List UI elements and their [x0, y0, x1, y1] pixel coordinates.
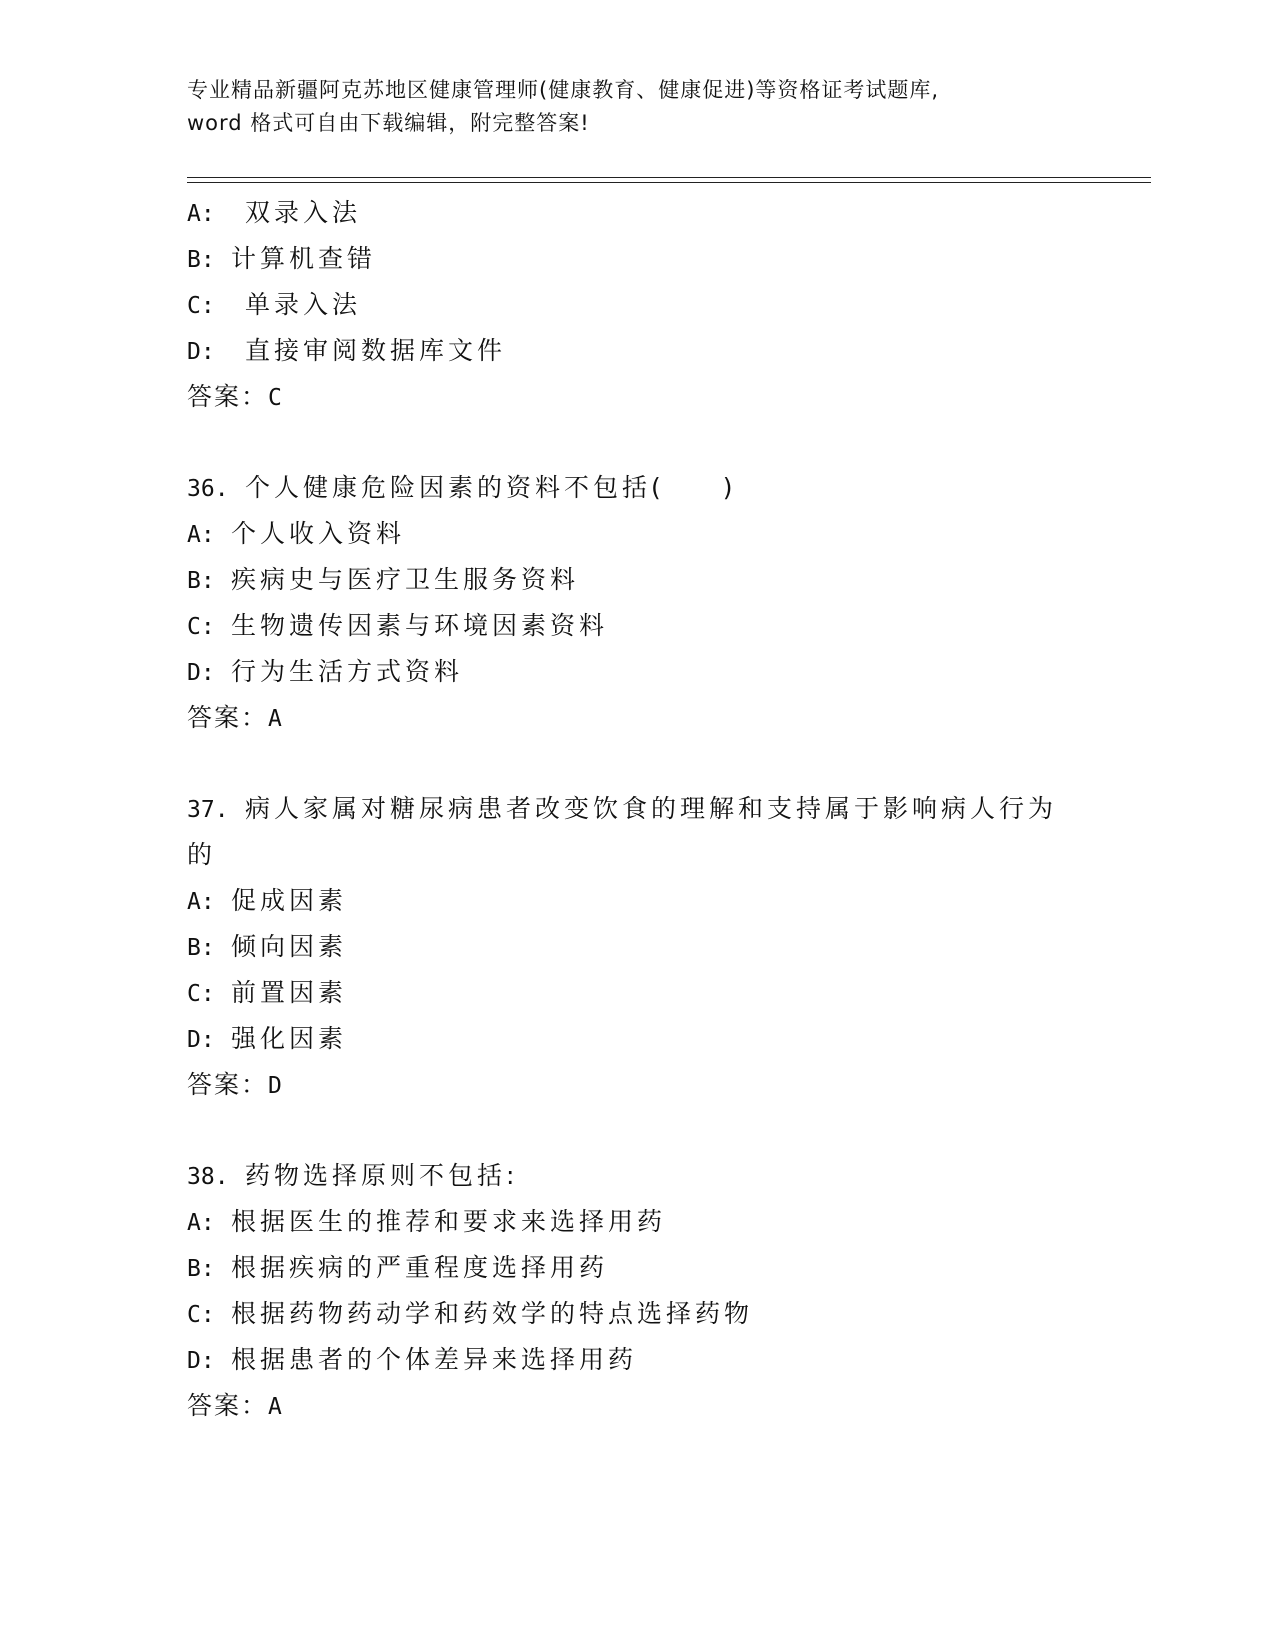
answer-label: 答案：: [187, 382, 269, 411]
question-stem-continued: 的: [187, 840, 217, 869]
option-c: [187, 603, 1087, 649]
option-text: 双录入法: [245, 198, 362, 227]
answer-value: A: [268, 706, 282, 732]
question-38: [187, 1153, 1087, 1429]
option-text: 生物遗传因素与环境因素资料: [231, 611, 609, 640]
option-letter: B:: [187, 935, 215, 961]
question-number: 38.: [187, 1164, 229, 1190]
option-text: 个人收入资料: [231, 519, 406, 548]
option-text: 强化因素: [231, 1024, 348, 1053]
option-a: [187, 1199, 1087, 1245]
header-divider-top: [187, 177, 1151, 178]
option-b: [187, 557, 1087, 603]
option-b: [187, 924, 1087, 970]
question-number: 36.: [187, 476, 229, 502]
answer-line: [187, 1062, 1087, 1108]
prev-question-block: [187, 190, 1087, 420]
option-text: 根据药物药动学和药效学的特点选择药物: [231, 1299, 754, 1328]
option-letter: C:: [187, 293, 215, 319]
option-letter: B:: [187, 247, 215, 273]
option-letter: A:: [187, 201, 215, 227]
option-b: [187, 236, 1087, 282]
option-d: [187, 1016, 1087, 1062]
option-text: 疾病史与医疗卫生服务资料: [231, 565, 580, 594]
option-c: [187, 282, 1087, 328]
option-letter: B:: [187, 568, 215, 594]
question-list: [187, 190, 1087, 1429]
option-d: [187, 328, 1087, 374]
question-text: 药物选择原则不包括:: [245, 1161, 519, 1190]
option-letter: A:: [187, 1210, 215, 1236]
option-letter: D:: [187, 1027, 215, 1053]
option-b: [187, 1245, 1087, 1291]
option-c: [187, 1291, 1087, 1337]
option-text: 根据医生的推荐和要求来选择用药: [231, 1207, 667, 1236]
option-text: 计算机查错: [231, 244, 377, 273]
question-stem: [187, 786, 1087, 832]
option-letter: D:: [187, 1348, 215, 1374]
answer-value: D: [268, 1073, 282, 1099]
option-text: 直接审阅数据库文件: [245, 336, 507, 365]
option-letter: C:: [187, 981, 215, 1007]
option-text: 根据疾病的严重程度选择用药: [231, 1253, 609, 1282]
option-a: [187, 511, 1087, 557]
answer-line: [187, 374, 1087, 420]
answer-value: C: [268, 385, 282, 411]
option-letter: C:: [187, 614, 215, 640]
answer-value: A: [268, 1394, 282, 1420]
answer-line: [187, 1383, 1087, 1429]
header-line-2: word 格式可自由下载编辑，附完整答案!: [187, 111, 590, 135]
question-37: [187, 786, 1087, 1108]
question-36: [187, 465, 1087, 741]
option-a: [187, 190, 1087, 236]
option-letter: A:: [187, 889, 215, 915]
header-line-1: 专业精品新疆阿克苏地区健康管理师(健康教育、健康促进)等资格证考试题库,: [187, 78, 940, 102]
option-letter: D:: [187, 660, 215, 686]
document-header: [187, 74, 1067, 140]
option-letter: D:: [187, 339, 215, 365]
question-number: 37.: [187, 797, 229, 823]
header-divider-bottom: [187, 182, 1151, 183]
answer-label: 答案：: [187, 703, 269, 732]
answer-label: 答案：: [187, 1391, 269, 1420]
option-text: 促成因素: [231, 886, 348, 915]
option-c: [187, 970, 1087, 1016]
option-d: [187, 1337, 1087, 1383]
question-stem: [187, 465, 1087, 511]
option-letter: B:: [187, 1256, 215, 1282]
answer-line: [187, 695, 1087, 741]
option-text: 根据患者的个体差异来选择用药: [231, 1345, 638, 1374]
option-a: [187, 878, 1087, 924]
option-letter: C:: [187, 1302, 215, 1328]
option-letter: A:: [187, 522, 215, 548]
question-text: 个人健康危险因素的资料不包括( ): [245, 473, 737, 502]
question-text: 病人家属对糖尿病患者改变饮食的理解和支持属于影响病人行为: [245, 794, 1058, 823]
answer-label: 答案：: [187, 1070, 269, 1099]
option-text: 行为生活方式资料: [231, 657, 464, 686]
option-d: [187, 649, 1087, 695]
option-text: 前置因素: [231, 978, 348, 1007]
option-text: 倾向因素: [231, 932, 348, 961]
question-stem: [187, 1153, 1087, 1199]
option-text: 单录入法: [245, 290, 362, 319]
